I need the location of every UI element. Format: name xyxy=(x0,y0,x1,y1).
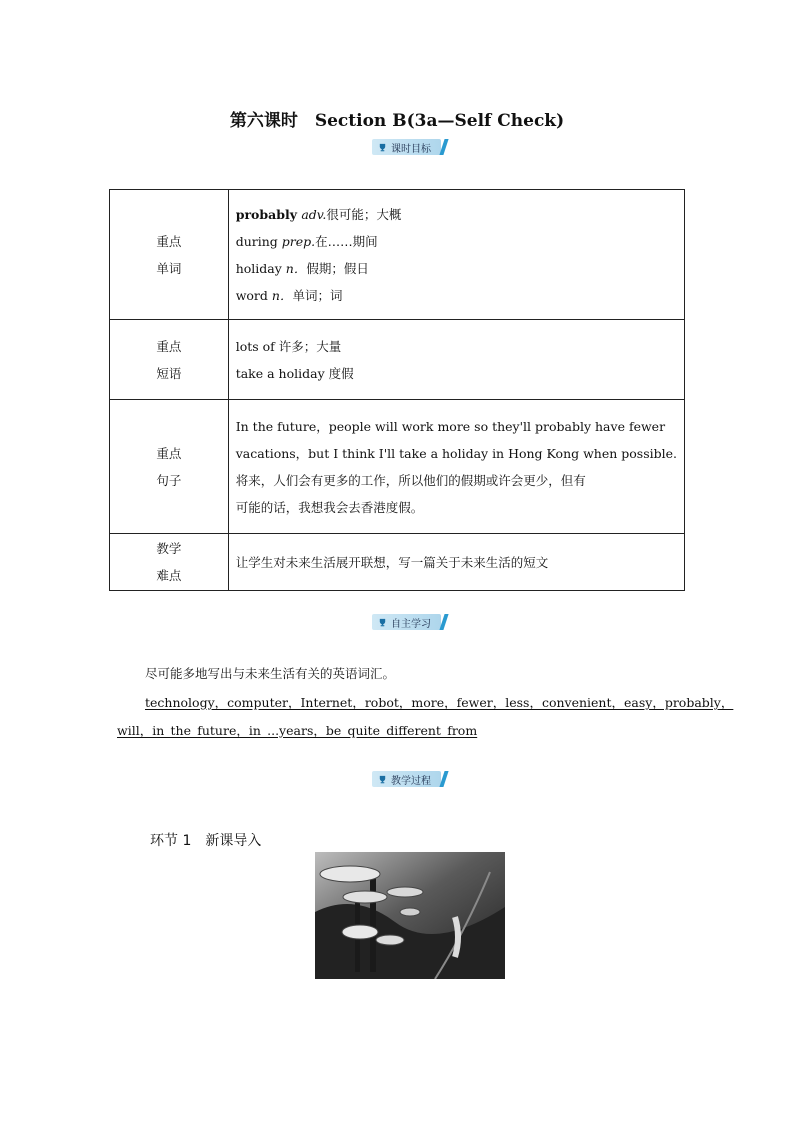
trophy-icon xyxy=(378,143,387,152)
self-study-prompt: 尽可能多地写出与未来生活有关的英语词汇。 xyxy=(145,666,396,681)
table-row xyxy=(110,190,685,320)
list-item: lots of 许多；大量 xyxy=(235,338,342,354)
row-header: 重点 单词 xyxy=(110,190,229,320)
section-tag-objectives xyxy=(372,139,441,155)
self-study-answer-line-1: technology，computer，Internet，robot，more，fewer，less，convenient，easy，probably， xyxy=(145,695,734,710)
key-sentences-cell xyxy=(228,400,684,534)
tag-label: 教学过程 xyxy=(391,775,431,787)
row-header: 教学 难点 xyxy=(110,534,229,591)
list-item: word n．单词；词 xyxy=(235,287,343,303)
list-item: 可能的话，我想我会去香港度假。 xyxy=(235,499,424,515)
table-row xyxy=(110,320,685,400)
list-item: probably adv.很可能；大概 xyxy=(235,206,402,222)
teaching-difficulty-cell xyxy=(228,534,684,591)
page-title: 第六课时 Section B(3a—Self Check) xyxy=(229,111,565,131)
list-item: 将来，人们会有更多的工作，所以他们的假期或许会更少，但有 xyxy=(235,472,586,488)
step-1-heading: 环节 1 新课导入 xyxy=(150,833,262,849)
list-item: during prep.在……期间 xyxy=(235,233,378,249)
list-item: holiday n．假期；假日 xyxy=(235,260,369,276)
future-city-photo xyxy=(315,852,505,979)
list-item: 让学生对未来生活展开联想，写一篇关于未来生活的短文 xyxy=(235,554,549,570)
tag-label: 自主学习 xyxy=(391,618,431,630)
self-study-answer-line-2: will，in_the_future，in_...years，be_quite_different_from xyxy=(117,723,478,738)
row-header: 重点 短语 xyxy=(110,320,229,400)
key-words-cell xyxy=(228,190,684,320)
section-tag-process xyxy=(372,771,441,787)
key-phrases-cell xyxy=(228,320,684,400)
table-row xyxy=(110,400,685,534)
tag-label: 课时目标 xyxy=(391,143,431,155)
section-tag-self-study xyxy=(372,614,441,630)
row-header: 重点 句子 xyxy=(110,400,229,534)
list-item: In the future，people will work more so they'll probably have fewer xyxy=(235,418,666,434)
trophy-icon xyxy=(378,618,387,627)
trophy-icon xyxy=(378,775,387,784)
table-row xyxy=(110,534,685,591)
lesson-objectives-table xyxy=(109,189,685,591)
list-item: take a holiday 度假 xyxy=(235,365,354,381)
list-item: vacations，but I think I'll take a holiday in Hong Kong when possible. xyxy=(235,445,677,461)
